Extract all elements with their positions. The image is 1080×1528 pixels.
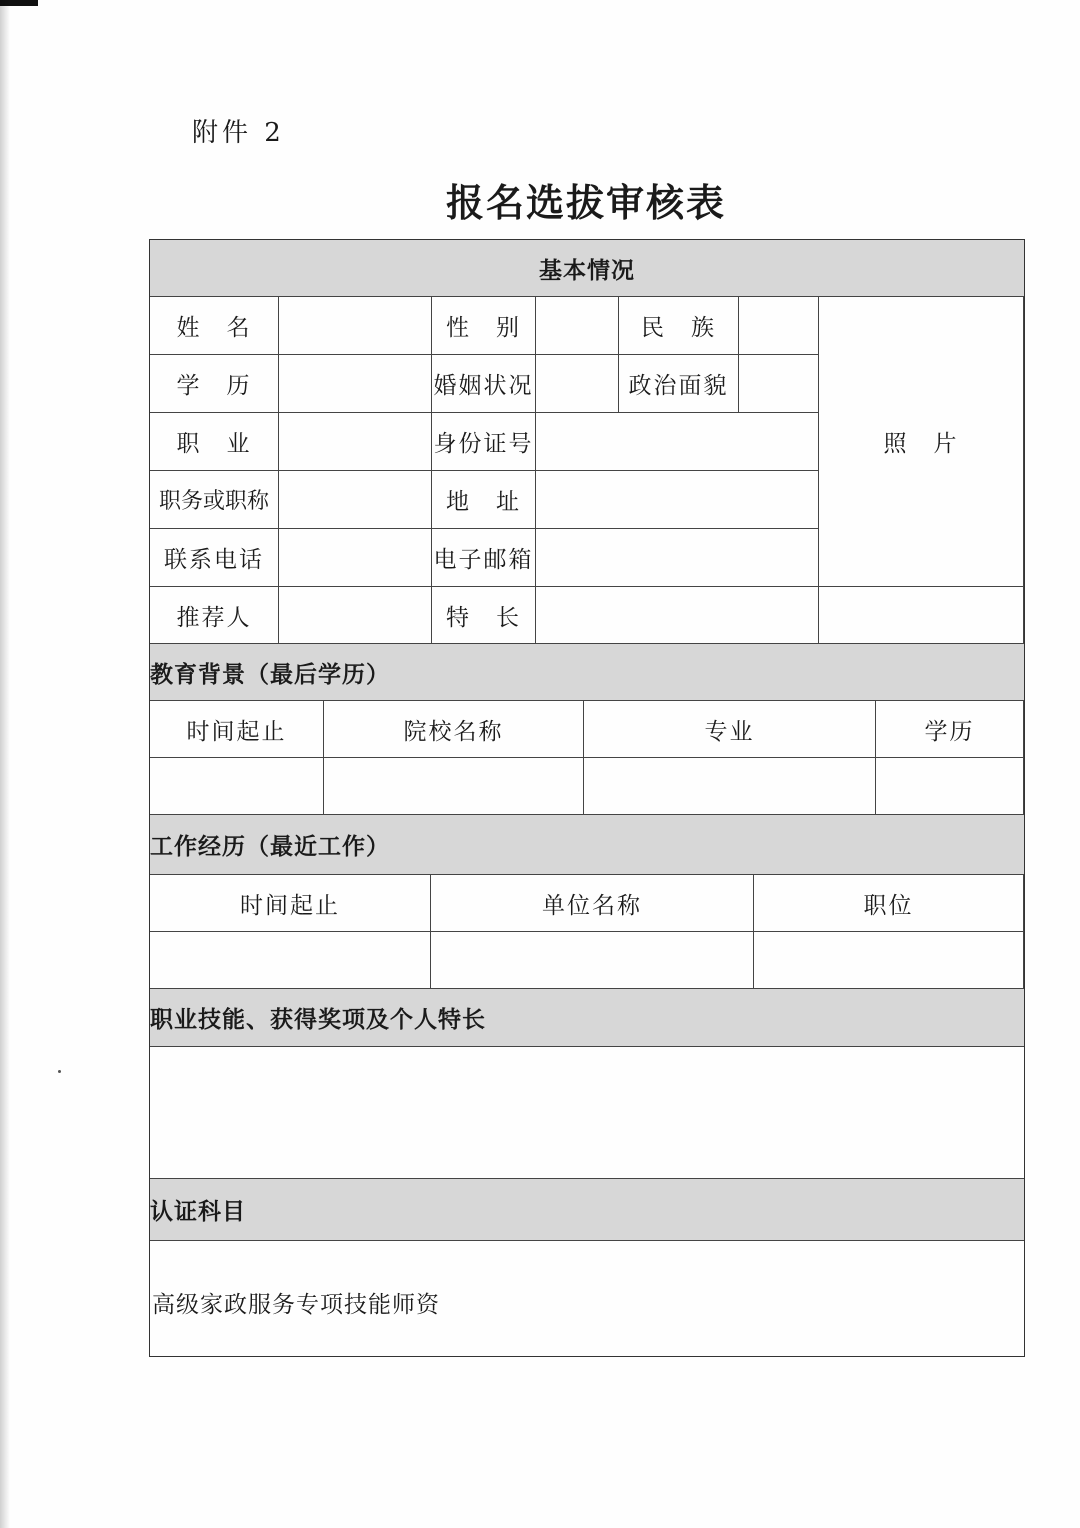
ethnicity-field[interactable] bbox=[739, 297, 819, 355]
education-section-header: 教育背景（最后学历） bbox=[150, 644, 1024, 701]
email-field[interactable] bbox=[536, 529, 819, 587]
form-title: 报名选拔审核表 bbox=[445, 180, 726, 225]
ethnicity-label: 民 族 bbox=[619, 297, 739, 355]
work-period-field[interactable] bbox=[150, 932, 431, 989]
id-number-label: 身份证号 bbox=[432, 413, 536, 471]
work-col-period: 时间起止 bbox=[150, 875, 431, 932]
specialty-field[interactable] bbox=[536, 587, 819, 644]
occupation-field[interactable] bbox=[279, 413, 432, 471]
education-col-major: 专业 bbox=[584, 701, 876, 758]
skills-section-header: 职业技能、获得奖项及个人特长 bbox=[150, 989, 1024, 1047]
referrer-label: 推荐人 bbox=[150, 587, 279, 644]
marital-field[interactable] bbox=[536, 355, 619, 413]
attachment-label: 附件 2 bbox=[192, 118, 285, 148]
education-degree-field[interactable] bbox=[876, 758, 1024, 815]
education-col-period: 时间起止 bbox=[150, 701, 324, 758]
education-col-degree: 学历 bbox=[876, 701, 1024, 758]
photo-area[interactable]: 照 片 bbox=[819, 297, 1024, 587]
specialty-extra-field[interactable] bbox=[819, 587, 1024, 644]
gender-field[interactable] bbox=[536, 297, 619, 355]
gender-label: 性 别 bbox=[432, 297, 536, 355]
certification-section-header: 认证科目 bbox=[150, 1179, 1024, 1241]
work-employer-field[interactable] bbox=[431, 932, 754, 989]
registration-form bbox=[149, 239, 1025, 1357]
marital-label: 婚姻状况 bbox=[432, 355, 536, 413]
education-field[interactable] bbox=[279, 355, 432, 413]
scan-edge-shadow bbox=[0, 0, 10, 1528]
scan-speck bbox=[58, 1070, 61, 1073]
specialty-label: 特 长 bbox=[432, 587, 536, 644]
job-title-label: 职务或职称 bbox=[150, 471, 279, 529]
political-label: 政治面貌 bbox=[619, 355, 739, 413]
work-section-header: 工作经历（最近工作） bbox=[150, 815, 1024, 875]
work-position-field[interactable] bbox=[754, 932, 1024, 989]
job-title-field[interactable] bbox=[279, 471, 432, 529]
occupation-label: 职 业 bbox=[150, 413, 279, 471]
political-field[interactable] bbox=[739, 355, 819, 413]
work-col-position: 职位 bbox=[754, 875, 1024, 932]
education-major-field[interactable] bbox=[584, 758, 876, 815]
certification-subject-value: 高级家政服务专项技能师资 bbox=[152, 1292, 440, 1318]
phone-label: 联系电话 bbox=[150, 529, 279, 587]
education-label: 学 历 bbox=[150, 355, 279, 413]
email-label: 电子邮箱 bbox=[432, 529, 536, 587]
education-col-school: 院校名称 bbox=[324, 701, 584, 758]
education-school-field[interactable] bbox=[324, 758, 584, 815]
name-field[interactable] bbox=[279, 297, 432, 355]
education-period-field[interactable] bbox=[150, 758, 324, 815]
name-label: 姓 名 bbox=[150, 297, 279, 355]
address-label: 地 址 bbox=[432, 471, 536, 529]
id-number-field[interactable] bbox=[536, 413, 819, 471]
address-field[interactable] bbox=[536, 471, 819, 529]
phone-field[interactable] bbox=[279, 529, 432, 587]
skills-field[interactable] bbox=[150, 1047, 1024, 1179]
referrer-field[interactable] bbox=[279, 587, 432, 644]
basic-info-header: 基本情况 bbox=[150, 240, 1024, 297]
work-col-employer: 单位名称 bbox=[431, 875, 754, 932]
